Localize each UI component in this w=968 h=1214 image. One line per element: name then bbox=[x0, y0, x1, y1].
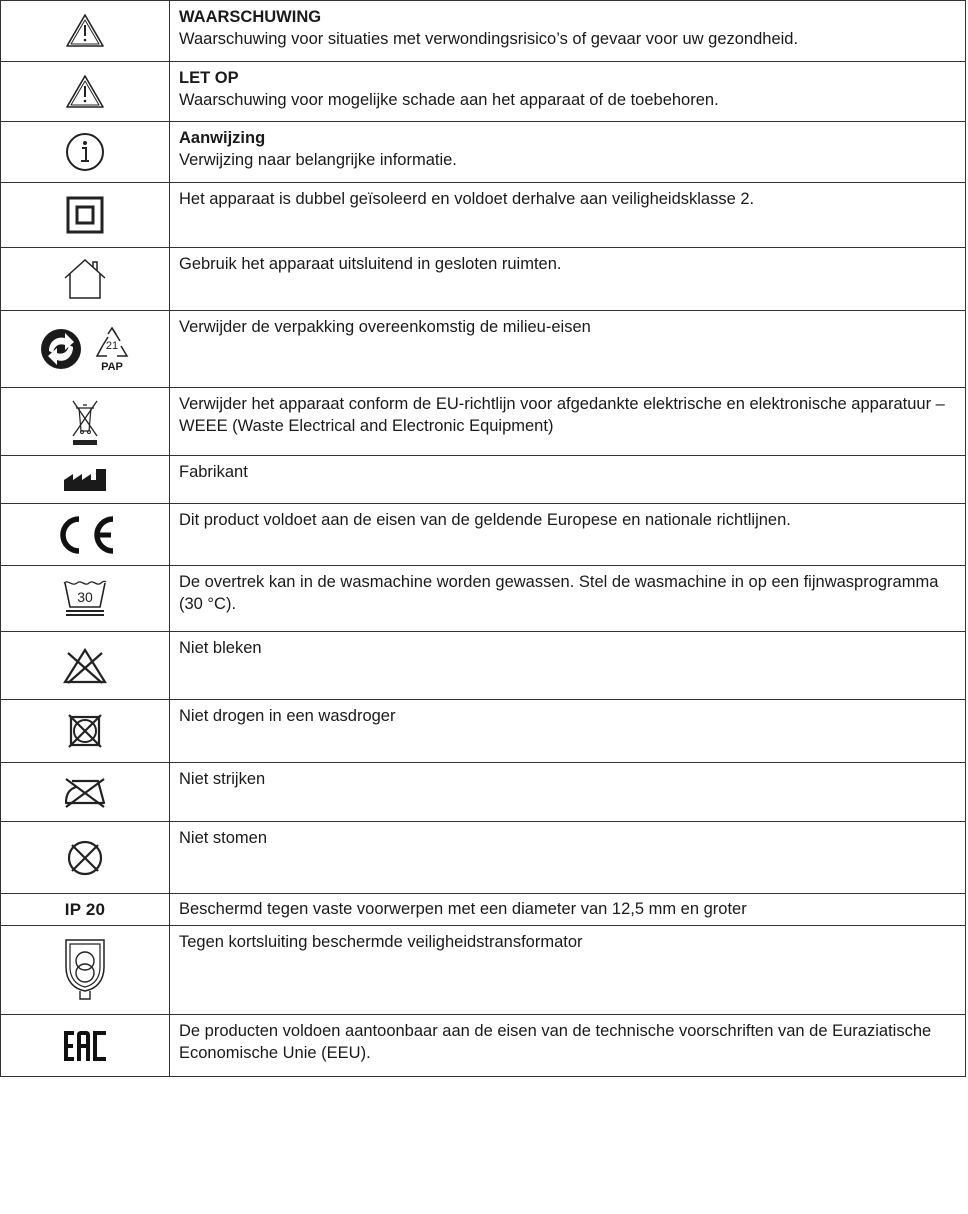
caution-triangle-icon bbox=[1, 74, 169, 110]
row-text: Verwijder het apparaat conform de EU-richtlijn voor afgedankte elektrische en elektronische apparatuur – WEEE (Waste Electrical and Electronic Equipment) bbox=[179, 395, 945, 435]
row-text: Verwijder de verpakking overeenkomstig de milieu-eisen bbox=[179, 318, 591, 336]
row-title: LET OP bbox=[179, 69, 239, 87]
recycle-triangle-icon bbox=[93, 326, 131, 373]
table-row bbox=[1, 122, 966, 183]
row-text: Niet stomen bbox=[179, 829, 268, 847]
safety-transformer-icon bbox=[1, 937, 169, 1003]
row-text: Niet drogen in een wasdroger bbox=[179, 707, 396, 725]
row-text: Verwijzing naar belangrijke informatie. bbox=[179, 151, 457, 169]
ip20-label: IP 20 bbox=[64, 899, 106, 919]
row-text: Waarschuwing voor situaties met verwondingsrisico’s of gevaar voor uw gezondheid. bbox=[179, 30, 799, 48]
table-row bbox=[1, 183, 966, 248]
row-title: Aanwijzing bbox=[179, 129, 266, 147]
info-icon bbox=[1, 131, 169, 173]
table-row bbox=[1, 1, 966, 62]
table-row bbox=[1, 1015, 966, 1077]
table-row bbox=[1, 388, 966, 456]
row-text: De producten voldoen aantoonbaar aan de eisen van de technische voorschriften van de Euraziatische Economische Unie (EEU). bbox=[179, 1022, 932, 1062]
no-tumble-dry-icon bbox=[1, 711, 169, 751]
row-text: Niet strijken bbox=[179, 770, 266, 788]
row-text: Dit product voldoet aan de eisen van de geldende Europese en nationale richtlijnen. bbox=[179, 511, 791, 529]
table-row bbox=[1, 822, 966, 894]
table-row bbox=[1, 504, 966, 566]
no-bleach-icon bbox=[1, 647, 169, 685]
table-row bbox=[1, 894, 966, 926]
row-text: De overtrek kan in de wasmachine worden gewassen. Stel de wasmachine in op een fijnwasprogramma (30 °C). bbox=[179, 573, 939, 613]
table-row bbox=[1, 566, 966, 632]
wash-temperature: 30 bbox=[77, 588, 93, 605]
wash-30-icon bbox=[1, 577, 169, 621]
row-text: Niet bleken bbox=[179, 639, 262, 657]
table-row bbox=[1, 632, 966, 700]
manufacturer-factory-icon bbox=[1, 468, 169, 492]
warning-triangle-icon bbox=[1, 13, 169, 49]
indoor-house-icon bbox=[1, 257, 169, 301]
row-text: Tegen kortsluiting beschermde veiligheidstransformator bbox=[179, 933, 583, 951]
no-iron-icon bbox=[1, 775, 169, 809]
recycling-icons bbox=[1, 326, 169, 373]
table-row bbox=[1, 456, 966, 504]
no-steam-icon bbox=[1, 837, 169, 879]
table-row bbox=[1, 700, 966, 763]
table-row bbox=[1, 311, 966, 388]
table-row bbox=[1, 248, 966, 311]
row-text: Gebruik het apparaat uitsluitend in gesloten ruimten. bbox=[179, 255, 562, 273]
row-text: Fabrikant bbox=[179, 463, 248, 481]
table-row bbox=[1, 62, 966, 122]
recycle-code-number: 21 bbox=[105, 339, 119, 352]
weee-crossed-bin-icon bbox=[1, 398, 169, 446]
double-insulation-icon bbox=[1, 195, 169, 235]
row-text: Waarschuwing voor mogelijke schade aan het apparaat of de toebehoren. bbox=[179, 91, 719, 109]
row-title: WAARSCHUWING bbox=[179, 8, 322, 26]
ce-mark-icon bbox=[1, 515, 169, 555]
row-text: Het apparaat is dubbel geïsoleerd en voldoet derhalve aan veiligheidsklasse 2. bbox=[179, 190, 755, 208]
eac-mark-icon bbox=[1, 1029, 169, 1063]
table-row bbox=[1, 926, 966, 1015]
row-text: Beschermd tegen vaste voorwerpen met een diameter van 12,5 mm en groter bbox=[179, 900, 747, 918]
table-row bbox=[1, 763, 966, 822]
green-dot-icon bbox=[39, 327, 83, 371]
recycle-code-label: PAP bbox=[101, 360, 123, 373]
